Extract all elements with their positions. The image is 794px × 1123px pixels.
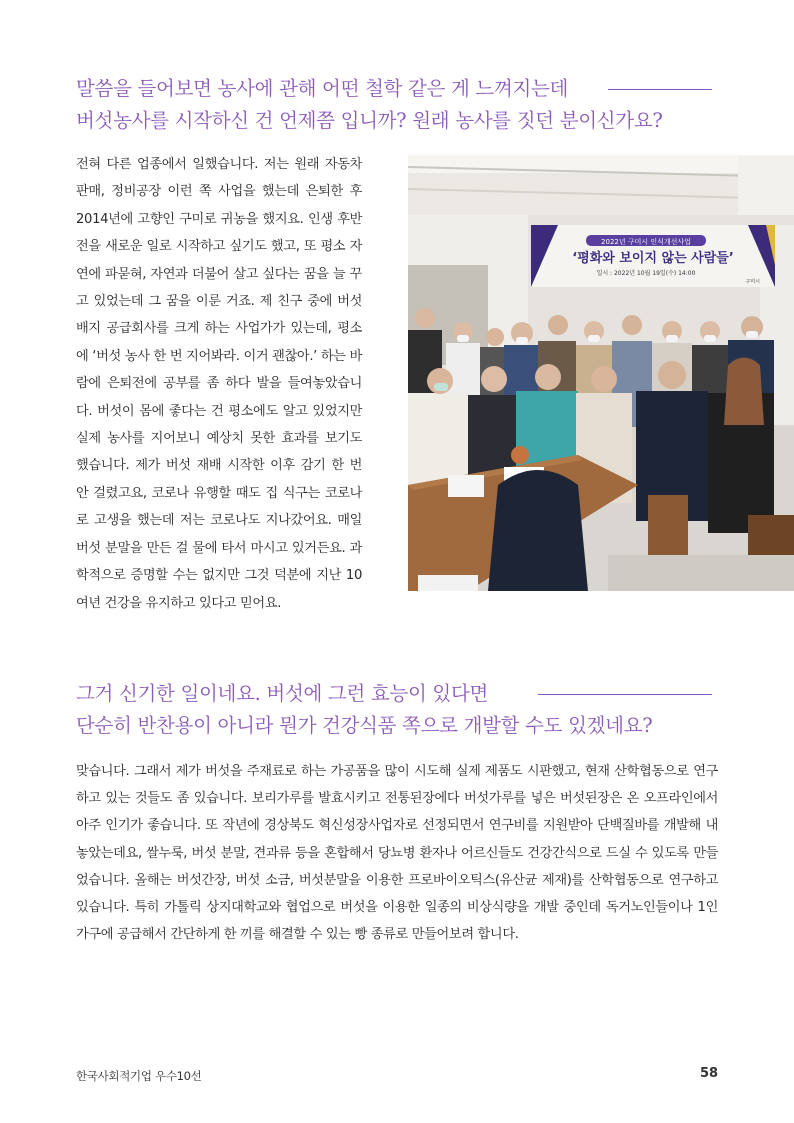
banner-date-text: 일시 : 2022년 10월 19일(수) 14:00 <box>596 270 696 277</box>
publication-title: 한국사회적기업 우수10선 <box>76 1069 202 1083</box>
question-heading-1 <box>76 73 716 137</box>
banner-small-text: 2022년 구미시 인식개선사업 <box>601 238 691 246</box>
answer-2-text: 맞습니다. 그래서 제가 버섯을 주재료로 하는 가공품을 많이 시도해 실제 제품도 시판했고, 현재 산학협동으로 연구하고 있는 것들도 좀 있습니다. 보리가루를 발효시키고 전통된장에다 버섯가루를 넣은 버섯된장은 온 오프라인에서 아주 인기가 좋습니다. 또 작년에 경상북도 혁신성장사업자로 선정되면서 연구비를 지원받아 단백질바를 개발해 내놓았는데요, 쌀누룩, 버섯 분말, 견과류 등을 혼합해서 당뇨병 환자나 어르신들도 건강간식으로 드실 수 있도록 만들었습니다. 올해는 버섯간장, 버섯 소금, 버섯분말을 이용한 프로바이오틱스(유산균 제재)를 산학협동으로 연구하고 있습니다. 특히 가톨릭 상지대학교와 협업으로 버섯을 이용한 일종의 비상식량을 개발 중인데 독거노인들이나 1인 가구에 공급해서 간단하게 한 끼를 해결할 수 있는 빵 종류로 만들어보려 합니다. <box>76 764 718 943</box>
question-1-line-1-text: 말씀을 들어보면 농사에 관해 어떤 철학 같은 게 느껴지는데 <box>76 77 569 100</box>
question-2-line-1 <box>76 678 716 710</box>
heading-rule <box>608 89 712 90</box>
banner-title-text: ‘평화와 보이지 않는 사람들’ <box>572 251 734 266</box>
heading-rule <box>538 694 712 695</box>
banner-org-text: 구미시 <box>745 279 760 285</box>
question-heading-2 <box>76 678 716 742</box>
answer-1-text: 전혀 다른 업종에서 일했습니다. 저는 원래 자동차 판매, 정비공장 이런 쪽 사업을 했는데 은퇴한 후 2014년에 고향인 구미로 귀농을 했지요. 인생 후반전을 새로운 일로 시작하고 싶기도 했고, 또 평소 자연에 파묻혀, 자연과 더불어 살고 싶다는 꿈을 늘 꾸고 있었는데 그 꿈을 이룬 거죠. 제 친구 중에 버섯 배지 공급회사를 크게 하는 사업가가 있는데, 평소에 ‘버섯 농사 한 번 지어봐라. 이거 괜찮아.’ 하는 바람에 은퇴전에 공부를 좀 하다 발을 들여놓았습니다. 버섯이 몸에 좋다는 건 평소에도 알고 있었지만 실제 농사를 지어보니 예상치 못한 효과를 보기도 했습니다. 제가 버섯 재배 시작한 이후 감기 한 번 안 걸렸고요, 코로나 유행할 때도 집 식구는 코로나로 고생을 했는데 저는 코로나도 지나갔어요. 매일 버섯 분말을 만든 걸 물에 타서 마시고 있거든요. 과학적으로 증명할 수는 없지만 그것 덕분에 지난 10여년 건강을 유지하고 있다고 믿어요. <box>76 157 362 611</box>
group-photo <box>408 155 794 591</box>
question-2-line-2: 단순히 반찬용이 아니라 뭔가 건강식품 쪽으로 개발할 수도 있겠네요? <box>76 714 653 737</box>
page-number: 58 <box>700 1066 719 1081</box>
question-1-line-1 <box>76 73 716 105</box>
question-1-line-2: 버섯농사를 시작하신 건 언제쯤 입니까? 원래 농사를 짓던 분이신가요? <box>76 109 663 132</box>
question-2-line-1-text: 그거 신기한 일이네요. 버섯에 그런 효능이 있다면 <box>76 682 489 705</box>
